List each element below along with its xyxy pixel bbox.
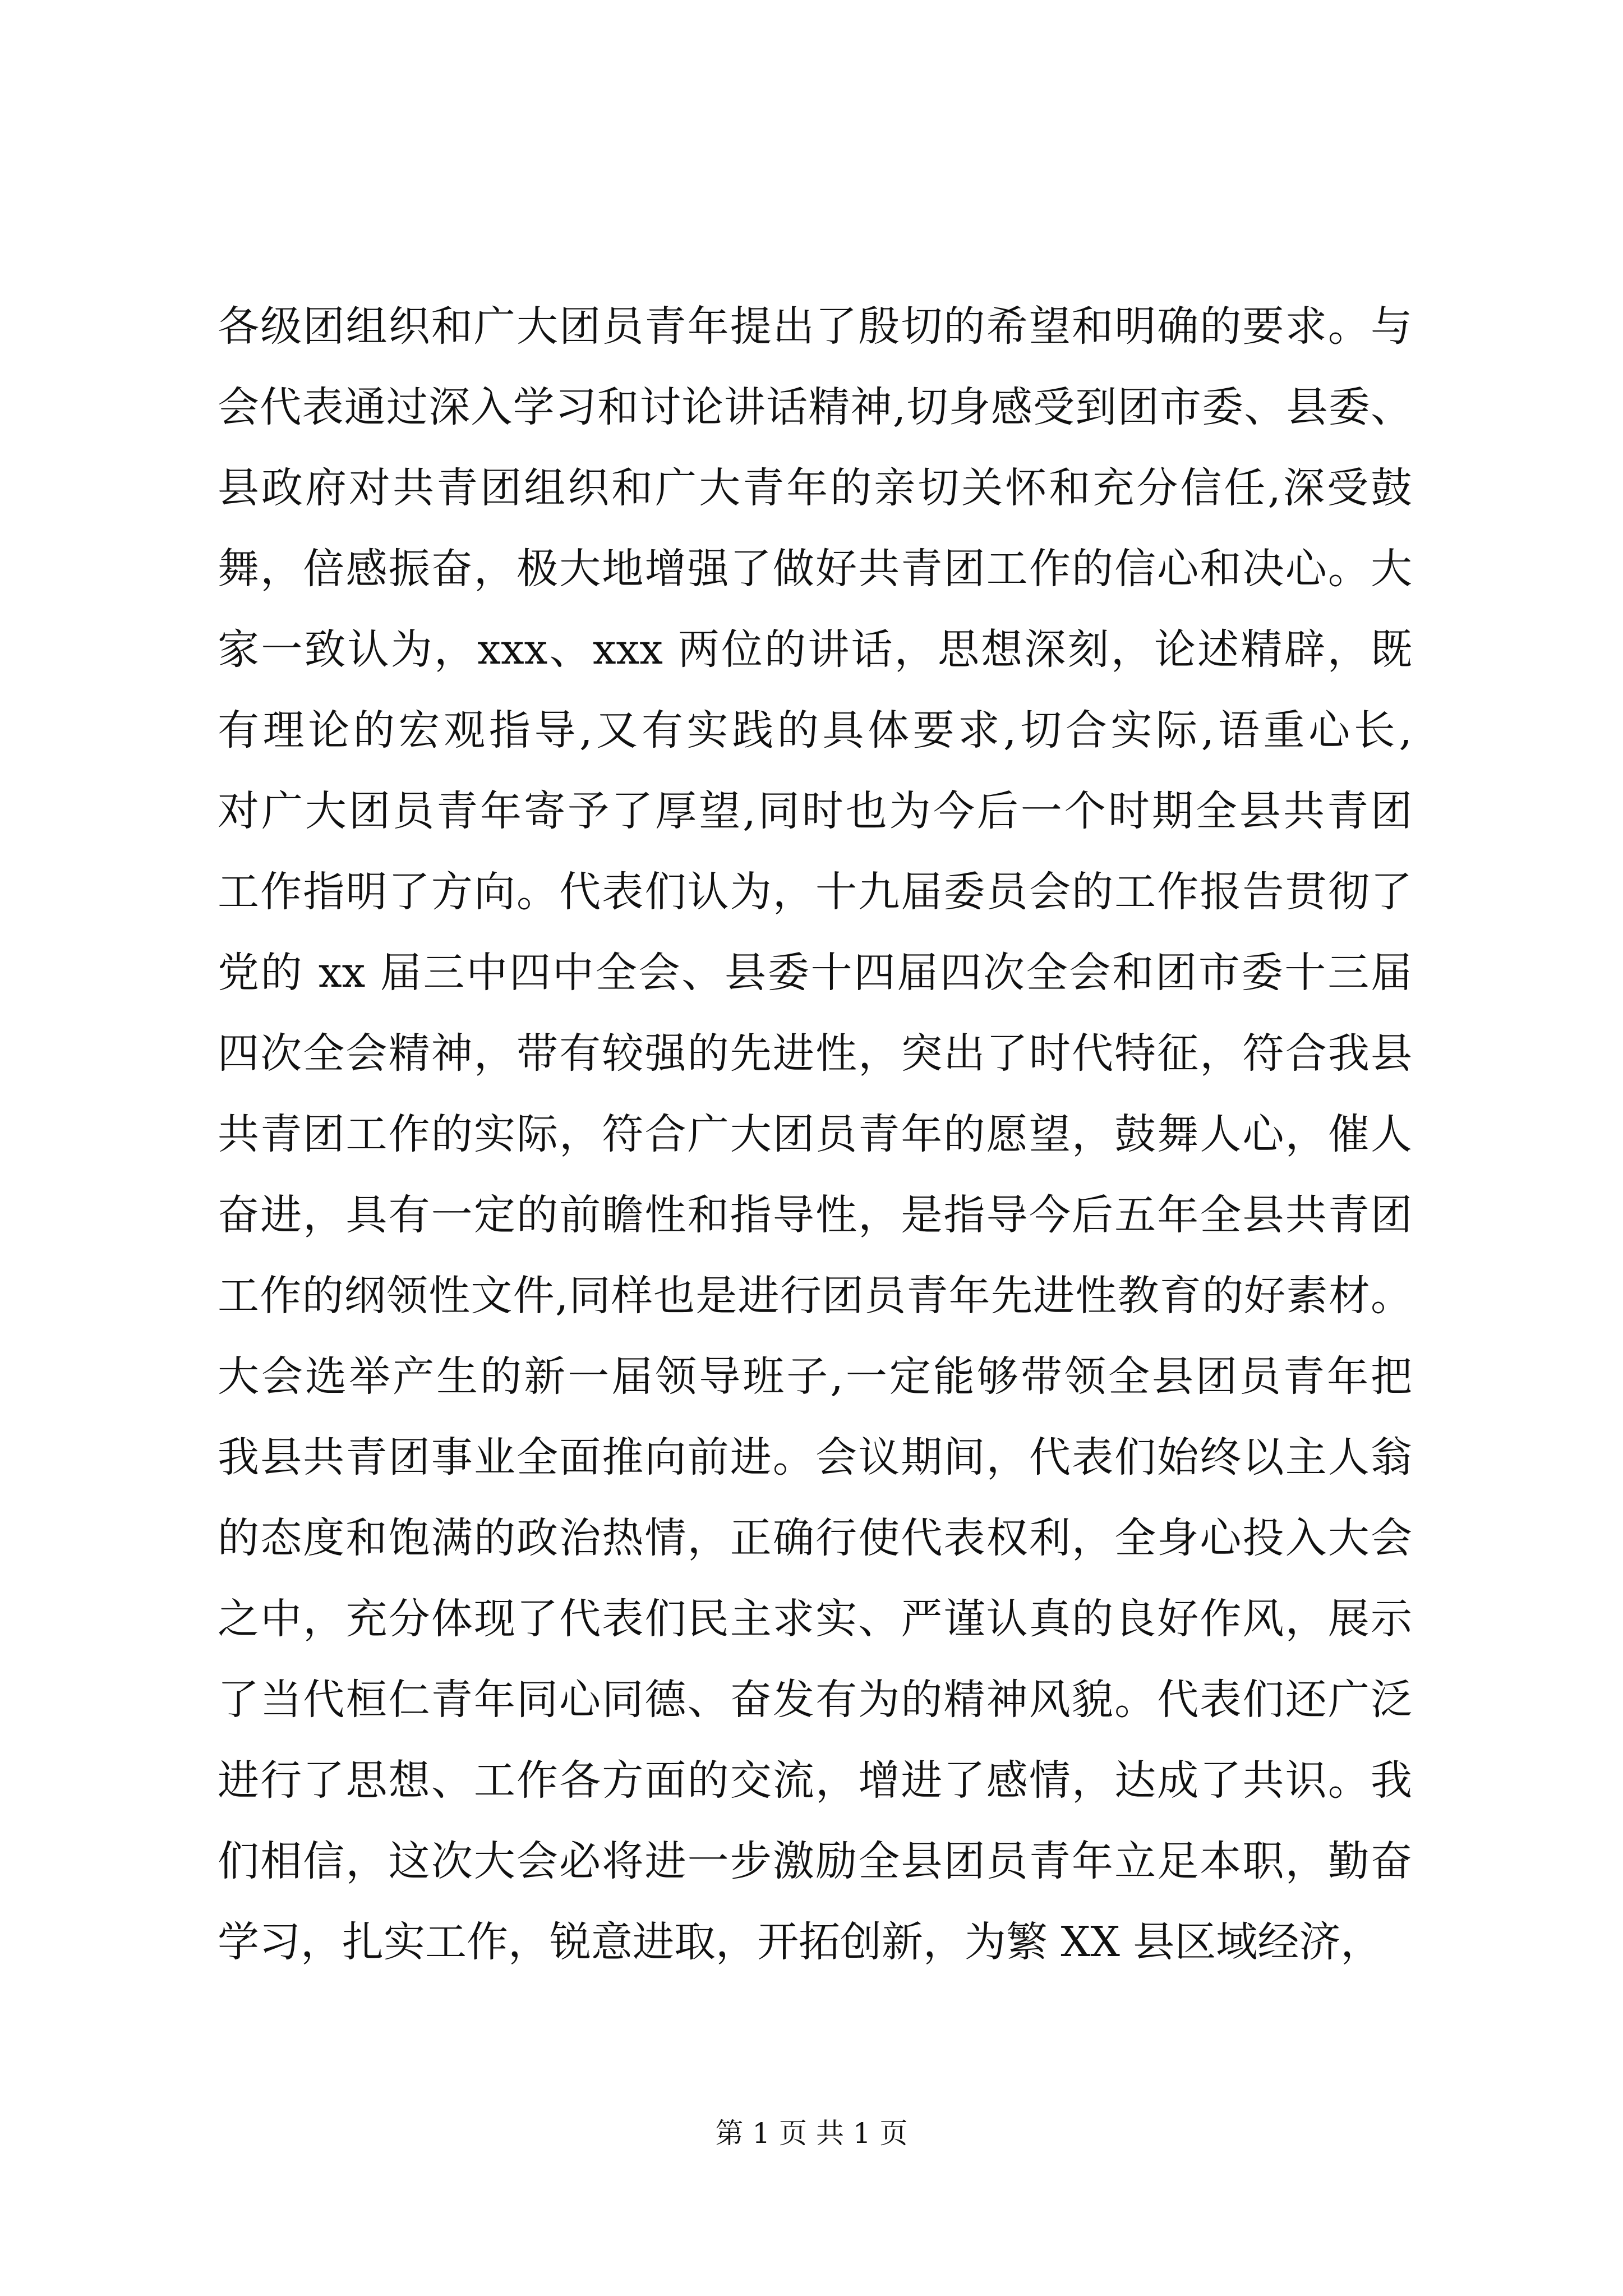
text-line: 工作指明了方向。代表们认为，十九届委员会的工作报告贯彻了 [218, 868, 1412, 916]
text-line: 大会选举产生的新一届领导班子,一定能够带领全县团员青年把 [218, 1352, 1412, 1401]
text-line: 工作的纲领性文件,同样也是进行团员青年先进性教育的好素材。 [218, 1272, 1412, 1320]
page-footer [0, 2114, 1623, 2153]
text-line: 舞，倍感振奋，极大地增强了做好共青团工作的信心和决心。大 [218, 545, 1412, 593]
text-line: 对广大团员青年寄予了厚望,同时也为今后一个时期全县共青团 [218, 787, 1412, 835]
page-number-label: 第 1 页 共 1 页 [715, 2117, 908, 2150]
text-line: 学习，扎实工作，锐意进取，开拓创新，为繁 XX 县区域经济， [218, 1918, 1382, 1966]
text-line: 了当代桓仁青年同心同德、奋发有为的精神风貌。代表们还广泛 [218, 1676, 1412, 1724]
text-line: 有理论的宏观指导,又有实践的具体要求,切合实际,语重心长, [218, 706, 1412, 754]
text-line: 奋进，具有一定的前瞻性和指导性，是指导今后五年全县共青团 [218, 1191, 1412, 1239]
text-line: 会代表通过深入学习和讨论讲话精神,切身感受到团市委、县委、 [218, 383, 1412, 431]
text-line: 县政府对共青团组织和广大青年的亲切关怀和充分信任,深受鼓 [218, 464, 1412, 512]
text-line: 家一致认为，xxx、xxx 两位的讲话，思想深刻，论述精辟，既 [218, 625, 1412, 674]
text-line: 们相信，这次大会必将进一步激励全县团员青年立足本职，勤奋 [218, 1837, 1412, 1885]
text-line: 的态度和饱满的政治热情，正确行使代表权利，全身心投入大会 [218, 1514, 1412, 1562]
text-line: 进行了思想、工作各方面的交流，增进了感情，达成了共识。我 [218, 1756, 1412, 1805]
text-line: 各级团组织和广大团员青年提出了殷切的希望和明确的要求。与 [218, 302, 1412, 351]
text-line: 党的 xx 届三中四中全会、县委十四届四次全会和团市委十三届 [218, 949, 1412, 997]
text-line: 我县共青团事业全面推向前进。会议期间，代表们始终以主人翁 [218, 1433, 1412, 1481]
text-line: 四次全会精神，带有较强的先进性，突出了时代特征，符合我县 [218, 1029, 1412, 1078]
text-line: 之中，充分体现了代表们民主求实、严谨认真的良好作风，展示 [218, 1595, 1412, 1643]
text-line: 共青团工作的实际，符合广大团员青年的愿望，鼓舞人心，催人 [218, 1110, 1412, 1158]
